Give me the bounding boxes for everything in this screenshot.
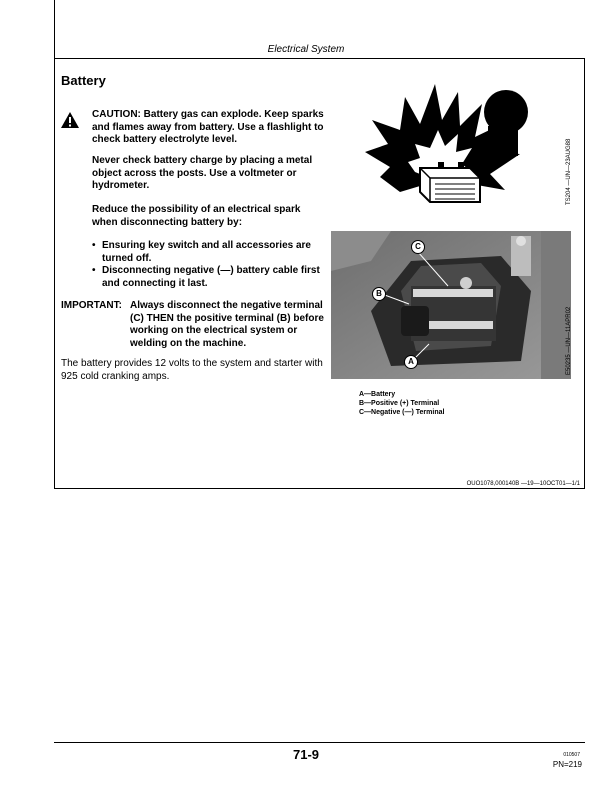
bullet-text: Ensuring key switch and all accessories are turned off. — [102, 240, 311, 264]
battery-explosion-illustration — [360, 82, 550, 212]
figure-code-top: TS204 —UN—23AUG88 — [566, 138, 572, 205]
figure-code-bottom: E50235 —UN—11APR02 — [566, 306, 572, 375]
figure-legend — [359, 390, 444, 417]
pn-number: PN=219 — [552, 760, 582, 769]
bullet-dot: • — [92, 265, 96, 276]
header-rule — [54, 58, 585, 59]
page-title: Battery — [61, 73, 106, 88]
callout-c: C — [415, 242, 421, 251]
paragraph-voltmeter: Never check battery charge by placing a metal object across the posts. Use a voltmeter or hydrometer. — [92, 155, 313, 192]
bullet-dot: • — [92, 240, 96, 251]
callout-overlay — [331, 231, 571, 379]
caution-text: CAUTION: Battery gas can explode. Keep sparks and flames away from battery. Use a flashlight to check battery electrolyte level. — [92, 109, 324, 146]
frame-left-line — [54, 58, 55, 488]
warning-triangle-icon — [60, 111, 80, 129]
footer-rule — [54, 742, 585, 743]
callout-b: B — [376, 289, 382, 298]
page-number: 71-9 — [292, 747, 320, 762]
legend-item-c: C—Negative (—) Terminal — [359, 409, 445, 416]
callout-a: A — [408, 357, 414, 366]
important-text: Always disconnect the negative terminal (C) THEN the positive terminal (B) before working on the electrical system or welding on the machine. — [130, 300, 324, 349]
document-reference: OUO1078,000140B —19—10OCT01—1/1 — [466, 481, 580, 487]
legend-item-b: B—Positive (+) Terminal — [359, 400, 440, 407]
battery-description: The battery provides 12 volts to the system and starter with 925 cold cranking amps. — [61, 358, 323, 382]
frame-bottom-rule — [54, 488, 585, 489]
legend-item-a: A—Battery — [359, 391, 396, 398]
footer-code: 010507 — [563, 752, 580, 758]
bullet-text: Disconnecting negative (—) battery cable first and connecting it last. — [102, 265, 320, 289]
important-label: IMPORTANT: — [61, 300, 122, 311]
section-header: Electrical System — [267, 44, 345, 55]
frame-right-line — [584, 58, 585, 488]
paragraph-spark: Reduce the possibility of an electrical spark when disconnecting battery by: — [92, 204, 301, 228]
